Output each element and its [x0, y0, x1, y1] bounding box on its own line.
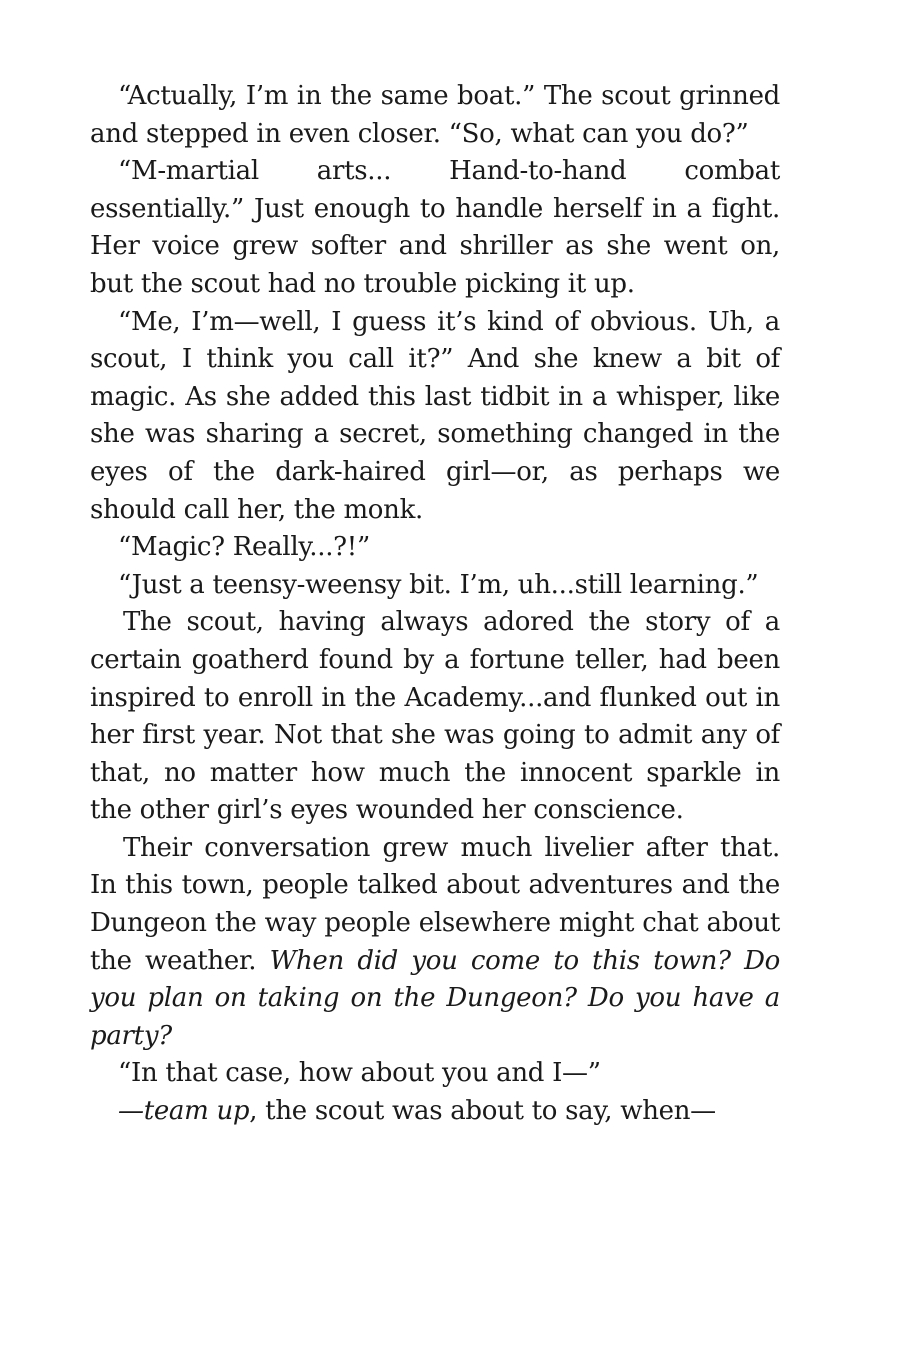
paragraph	[90, 1093, 780, 1131]
paragraph	[90, 604, 780, 830]
italic-text-run: When did you come to this town? Do you plan on taking on the Dungeon? Do you have a party?	[90, 945, 780, 1051]
paragraph	[90, 830, 780, 1056]
paragraph	[90, 304, 780, 530]
paragraph	[90, 1055, 780, 1093]
text-run: Their conversation grew much livelier after that. In this town, people talked about adventures and the Dungeon the way people elsewhere might chat about the weather.	[90, 832, 780, 976]
text-run: “Me, I’m—well, I guess it’s kind of obvious. Uh, a scout, I think you call it?” And she knew a bit of magic. As she added this last tidbit in a whisper, like she was sharing a secret, something changed in the eyes of the dark-haired girl—or, as perhaps we should call her, the monk.	[90, 306, 780, 525]
text-run: “Just a teensy-weensy bit. I’m, uh...still learning.”	[118, 569, 759, 600]
text-run: “M-martial arts... Hand-to-hand combat essentially.” Just enough to handle herself in a fight. Her voice grew softer and shriller as she went on, but the scout had no trouble picking it up.	[90, 156, 780, 299]
paragraph	[90, 153, 780, 303]
body-text	[90, 78, 780, 1131]
paragraph	[90, 78, 780, 153]
text-run: “Magic? Really...?!”	[118, 532, 370, 563]
text-run: “In that case, how about you and I—”	[118, 1058, 601, 1089]
paragraph	[90, 567, 780, 605]
text-run: , the scout was about to say, when—	[249, 1096, 716, 1127]
text-run: The scout, having always adored the story of a certain goatherd found by a fortune teller, had been inspired to enroll in the Academy...and flunked out in her first year. Not that she was going to admit any of that, no matter how much the innocent sparkle in the other girl’s eyes wounded her conscience.	[90, 607, 780, 826]
text-run: “Actually, I’m in the same boat.” The scout grinned and stepped in even closer. “So, what can you do?”	[90, 81, 780, 149]
italic-text-run: —team up	[118, 1096, 250, 1127]
paragraph	[90, 529, 780, 567]
